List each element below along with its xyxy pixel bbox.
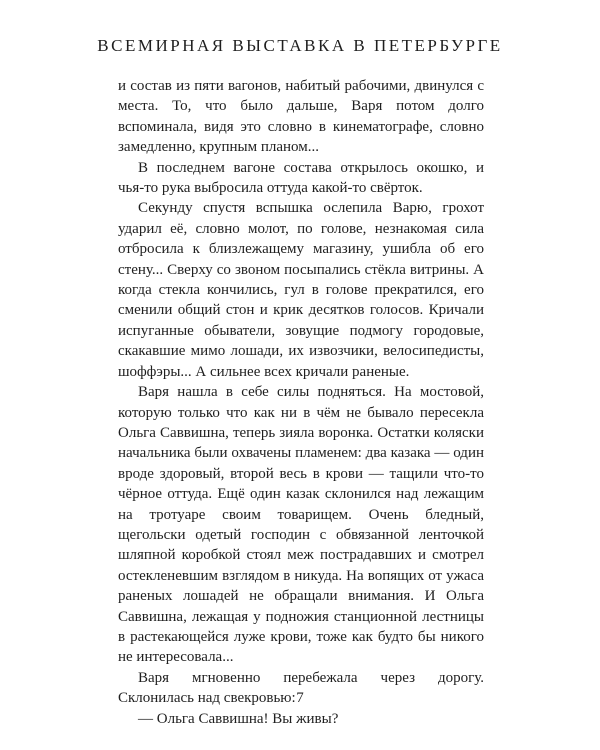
paragraph: В последнем вагоне состава открылось окошко, и чья-то рука выбросила оттуда какой-то свёрток. [118,159,484,197]
paragraph: — Ольга Саввишна! Вы живы? [138,710,339,727]
paragraph: Варя нашла в себе силы подняться. На мостовой, которую только что как ни в чём не бывало пересекла Ольга Саввишна, теперь зияла воронка. Остатки коляски начальника были охвачены пламенем: два казака — один вроде здоровый, второй весь в крови — тащили что-то чёрное оттуда. Ещё один казак склонился над лежащим на тротуаре своим товарищем. Очень бледный, щегольски одетый господин с обвязанной ленточкой шляпной коробкой стоял меж пострадавших и смотрел остекленевшим взглядом в никуда. На вопящих от ужаса раненых лошадей не обращали внимания. И Ольга Саввишна, лежащая у подножия станционной лестницы в растекающейся луже крови, тоже как будто бы никого не интересовала... [118,384,484,666]
running-head: ВСЕМИРНАЯ ВЫСТАВКА В ПЕТЕРБУРГЕ [97,36,503,55]
body-text [118,76,484,729]
paragraph: Варя мгновенно перебежала через дорогу. Склонилась над свекровью: [118,669,484,707]
paragraph: Секунду спустя вспышка ослепила Варю, грохот ударил её, словно молот, по голове, незнакомая сила отбросила к близлежащему магазину, ушибла об его стену... Сверху со звоном посыпались стёкла витрины. А когда стекла кончились, гул в голове прекратился, его сменили общий стон и крик десятков голосов. Кричали испуганные обыватели, зовущие подмогу городовые, скакавшие мимо лошади, их извозчики, велосипедисты, шоффэры... А сильнее всех кричали раненые. [118,200,484,380]
paragraph: и состав из пяти вагонов, набитый рабочими, двинулся с места. То, что было дальше, Варя потом долго вспоминала, видя это словно в кинематографе, словно замедленно, крупным планом... [118,78,484,156]
page-number: 7 [296,690,304,706]
